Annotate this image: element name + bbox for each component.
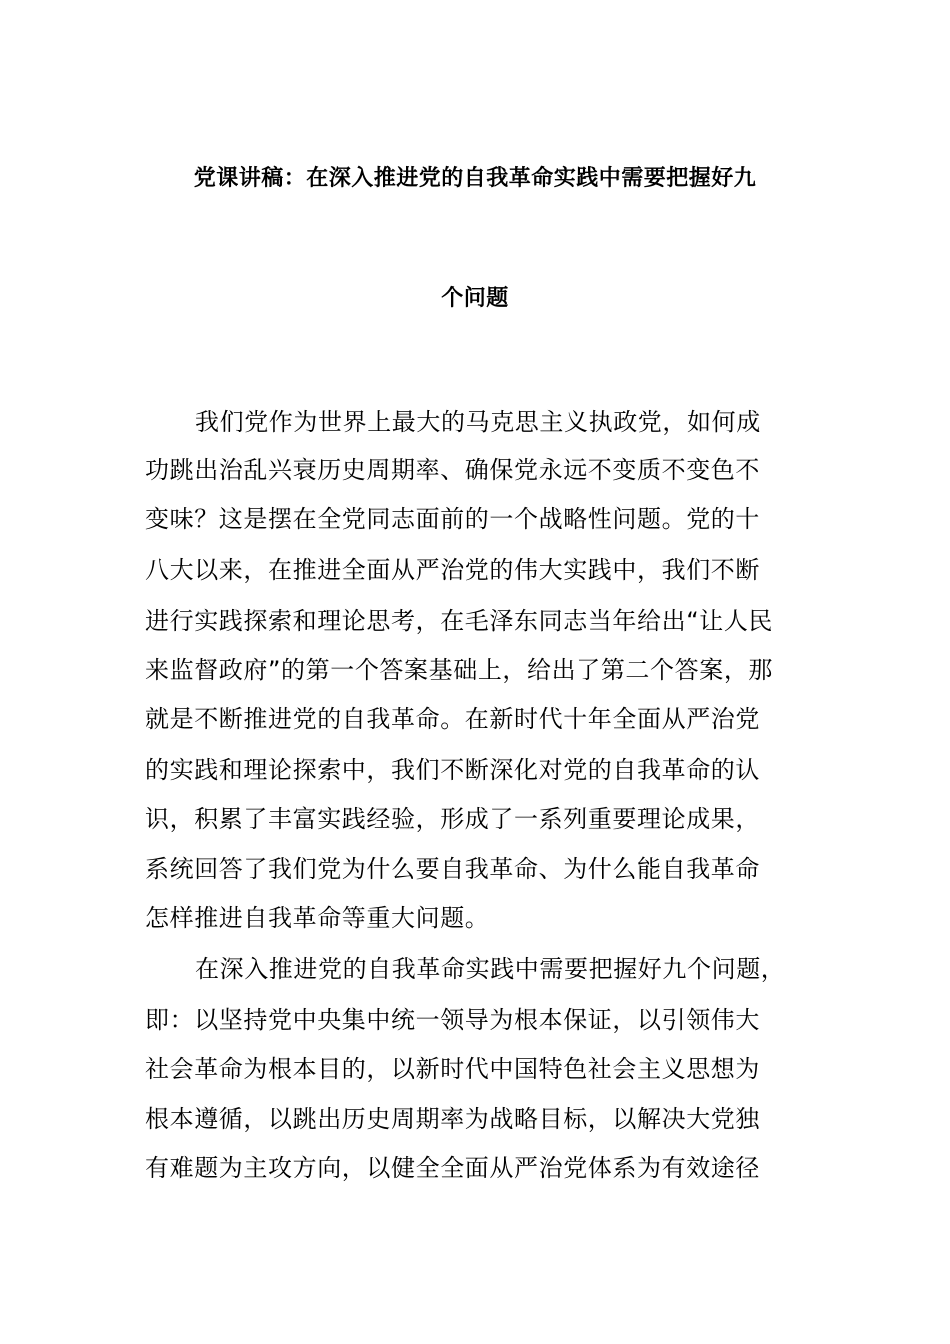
paragraph-1-line-11: 怎样推进自我革命等重大问题。 <box>145 904 490 932</box>
paragraph-2-line-4: 根本遵循，以跳出历史周期率为战略目标，以解决大党独 <box>145 1105 760 1133</box>
paragraph-1-line-9: 识，积累了丰富实践经验，形成了一系列重要理论成果， <box>145 805 760 833</box>
paragraph-1-line-8: 的实践和理论探索中，我们不断深化对党的自我革命的认 <box>145 756 760 784</box>
paragraph-2-line-1: 在深入推进党的自我革命实践中需要把握好九个问题， <box>195 955 786 983</box>
document-title-line-1: 党课讲稿：在深入推进党的自我革命实践中需要把握好九 <box>193 166 757 191</box>
paragraph-1-line-4: 八大以来，在推进全面从严治党的伟大实践中，我们不断 <box>145 556 760 584</box>
paragraph-1-line-1: 我们党作为世界上最大的马克思主义执政党，如何成 <box>195 408 761 436</box>
document-title-line-2: 个问题 <box>441 286 509 311</box>
paragraph-2-line-3: 社会革命为根本目的，以新时代中国特色社会主义思想为 <box>145 1055 760 1083</box>
paragraph-2-line-5: 有难题为主攻方向，以健全全面从严治党体系为有效途径 <box>145 1154 760 1182</box>
paragraph-2-line-2: 即：以坚持党中央集中统一领导为根本保证，以引领伟大 <box>145 1006 760 1034</box>
paragraph-1-line-3: 变味？这是摆在全党同志面前的一个战略性问题。党的十 <box>145 505 760 533</box>
paragraph-1-line-10: 系统回答了我们党为什么要自我革命、为什么能自我革命 <box>145 855 760 883</box>
paragraph-1-line-7: 就是不断推进党的自我革命。在新时代十年全面从严治党 <box>145 705 760 733</box>
paragraph-1-line-5: 进行实践探索和理论思考，在毛泽东同志当年给出“让人民 <box>145 607 774 635</box>
paragraph-1-line-2: 功跳出治乱兴衰历史周期率、确保党永远不变质不变色不 <box>145 456 760 484</box>
paragraph-1-line-6: 来监督政府”的第一个答案基础上，给出了第二个答案，那 <box>145 656 774 684</box>
